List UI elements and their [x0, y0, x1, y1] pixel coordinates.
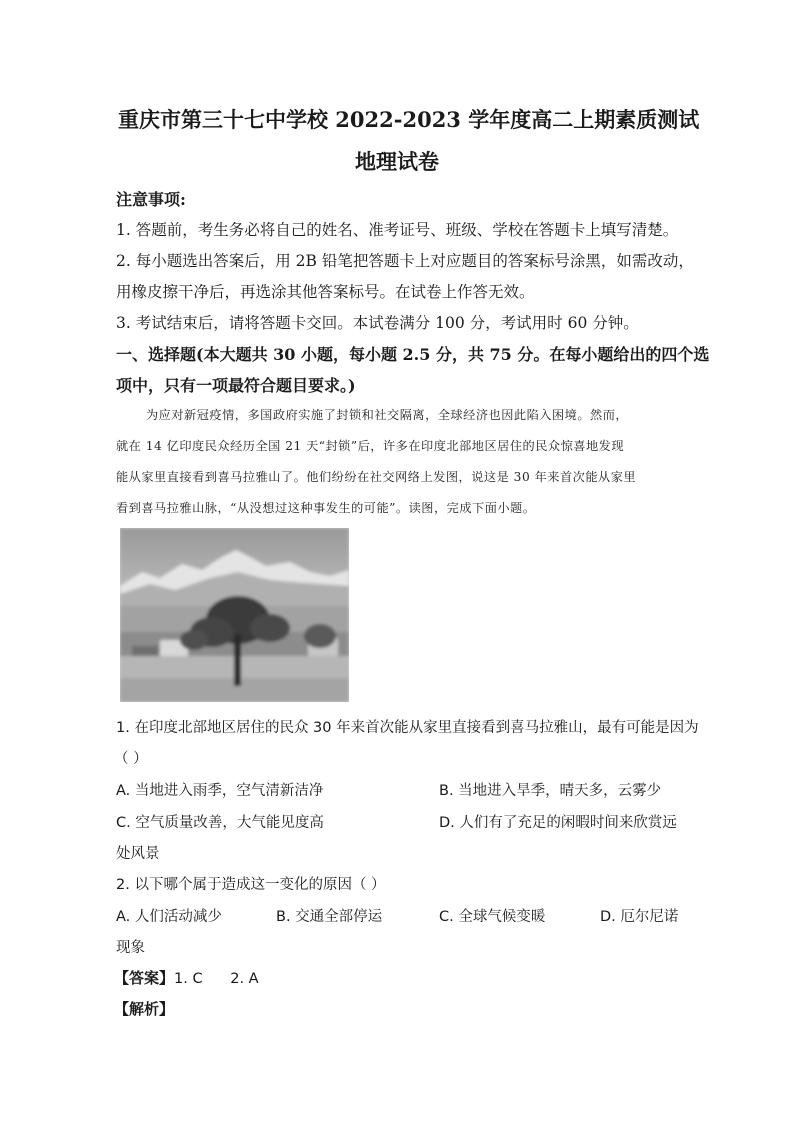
notice-item: 用橡皮擦干净后，再选涂其他答案标号。在试卷上作答无效。 — [116, 283, 535, 301]
passage-line: 看到喜马拉雅山脉，“从没想过这种事发生的可能”。读图，完成下面小题。 — [116, 501, 536, 515]
question-2-stem: 2. 以下哪个属于造成这一变化的原因（ ） — [116, 877, 386, 893]
answer-text: 1. C 2. A — [174, 971, 259, 987]
answer-row — [114, 967, 259, 988]
page-title: 重庆市第三十七中学校 2022-2023 学年度高二上期素质测试 — [118, 107, 700, 132]
section-heading: 项中，只有一项最符合题目要求。) — [116, 376, 356, 395]
passage-line: 就在 14 亿印度民众经历全国 21 天“封锁”后，许多在印度北部地区居住的民众惊喜地发现 — [116, 439, 625, 453]
question-2-option-d: D. 厄尔尼诺 — [600, 909, 679, 925]
question-1-option-a: A. 当地进入雨季，空气清新洁净 — [116, 783, 324, 799]
section-heading: 一、选择题(本大题共 30 小题，每小题 2.5 分，共 75 分。在每小题给出的四个选 — [116, 345, 710, 364]
notice-item: 2. 每小题选出答案后，用 2B 铅笔把答题卡上对应题目的答案标号涂黑，如需改动， — [116, 252, 694, 270]
question-1-stem: 1. 在印度北部地区居住的民众 30 年来首次能从家里直接看到喜马拉雅山，最有可能是因为 — [116, 720, 699, 736]
question-1-option-b: B. 当地进入旱季，晴天多，云雾少 — [439, 783, 662, 799]
notice-item: 1. 答题前，考生务必将自己的姓名、准考证号、班级、学校在答题卡上填写清楚。 — [116, 221, 679, 239]
notice-heading: 注意事项: — [116, 190, 186, 209]
question-2-option-d-cont: 现象 — [116, 940, 145, 956]
passage-line: 为应对新冠疫情，多国政府实施了封锁和社交隔离，全球经济也因此陷入困境。然而， — [146, 408, 629, 422]
question-1-paren: （ ） — [114, 751, 148, 767]
question-1-option-c: C. 空气质量改善，大气能见度高 — [116, 815, 324, 831]
question-2-option-a: A. 人们活动减少 — [116, 909, 222, 925]
answer-label: 【答案】 — [114, 969, 175, 987]
passage-line: 能从家里直接看到喜马拉雅山了。他们纷纷在社交网络上发图，说这是 30 年来首次能从家里 — [116, 470, 637, 484]
page-subtitle: 地理试卷 — [355, 149, 439, 174]
question-2-option-b: B. 交通全部停运 — [276, 909, 383, 925]
notice-item: 3. 考试结束后，请将答题卡交回。本试卷满分 100 分，考试用时 60 分钟。 — [116, 314, 639, 332]
himalaya-photo — [120, 528, 349, 702]
question-1-option-d: D. 人们有了充足的闲暇时间来欣赏远 — [439, 815, 677, 831]
question-2-option-c: C. 全球气候变暖 — [439, 909, 546, 925]
question-1-option-d-cont: 处风景 — [116, 846, 160, 862]
analysis-label: 【解析】 — [114, 1000, 175, 1018]
